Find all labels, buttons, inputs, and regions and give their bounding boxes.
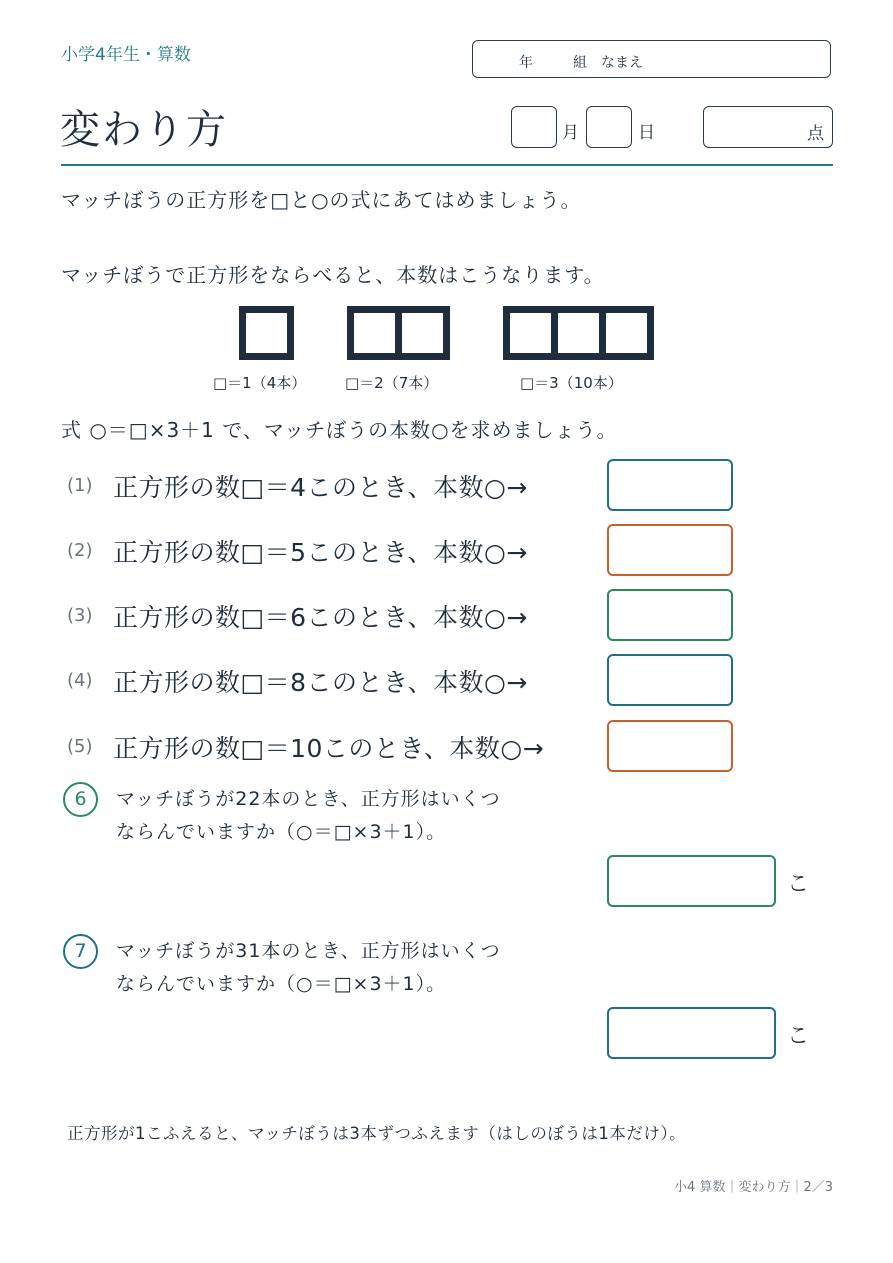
matchstick-figure-3 xyxy=(503,306,654,360)
answer-box-2[interactable] xyxy=(607,524,733,576)
unit-label: こ xyxy=(787,872,810,897)
intro-text: マッチぼうで正方形をならべると、本数はこうなります。 xyxy=(61,263,605,287)
problem-text-line: ならんでいますか（○＝□×3＋1）。 xyxy=(116,973,447,995)
unit-label: こ xyxy=(787,1024,810,1049)
matchstick-divider xyxy=(551,306,558,360)
answer-box-7[interactable] xyxy=(607,1007,776,1059)
matchstick-divider xyxy=(395,306,402,360)
question-number: (4) xyxy=(67,670,93,691)
problem-number-6: 6 xyxy=(63,782,98,817)
year-label: 年 xyxy=(519,55,533,71)
class-label: 組 xyxy=(573,55,587,71)
question-text: 正方形の数□＝5このとき、本数○→ xyxy=(113,538,528,567)
matchstick-figure-1 xyxy=(239,306,294,360)
question-number: (3) xyxy=(67,605,93,626)
problem-text-line: マッチぼうが31本のとき、正方形はいくつ xyxy=(116,940,501,962)
page-footer: 小4 算数｜変わり方｜2／3 xyxy=(674,1180,833,1195)
name-field[interactable] xyxy=(472,40,831,78)
problem-number-7: 7 xyxy=(63,934,98,969)
month-input[interactable] xyxy=(511,106,557,148)
problem-text-line: ならんでいますか（○＝□×3＋1）。 xyxy=(116,821,447,843)
answer-box-4[interactable] xyxy=(607,654,733,706)
score-field[interactable] xyxy=(703,106,833,148)
question-text: 正方形の数□＝6このとき、本数○→ xyxy=(113,603,528,632)
question-text: 正方形の数□＝8このとき、本数○→ xyxy=(113,668,528,697)
instruction-text: マッチぼうの正方形を□と○の式にあてはめましょう。 xyxy=(61,188,582,212)
question-text: 正方形の数□＝4このとき、本数○→ xyxy=(113,473,528,502)
name-label: なまえ xyxy=(601,55,643,71)
figure-caption-2: □＝2（7本） xyxy=(345,374,439,392)
page-title: 変わり方 xyxy=(60,107,228,153)
answer-box-6[interactable] xyxy=(607,855,776,907)
day-input[interactable] xyxy=(586,106,632,148)
answer-box-5[interactable] xyxy=(607,720,733,772)
answer-box-3[interactable] xyxy=(607,589,733,641)
figure-caption-1: □＝1（4本） xyxy=(213,374,307,392)
grade-subject-label: 小学4年生・算数 xyxy=(61,45,191,65)
hint-note: 正方形が1こふえると、マッチぼうは3本ずつふえます（はしのぼうは1本だけ）。 xyxy=(67,1124,687,1143)
month-label: 月 xyxy=(562,123,579,143)
matchstick-divider xyxy=(599,306,606,360)
problem-text-line: マッチぼうが22本のとき、正方形はいくつ xyxy=(116,788,501,810)
formula-text: 式 ○＝□×3＋1 で、マッチぼうの本数○を求めましょう。 xyxy=(61,418,618,442)
question-number: (2) xyxy=(67,540,93,561)
question-number: (1) xyxy=(67,475,93,496)
day-label: 日 xyxy=(638,123,655,143)
question-number: (5) xyxy=(67,736,93,757)
header-divider xyxy=(61,164,833,166)
score-label: 点 xyxy=(807,124,824,144)
answer-box-1[interactable] xyxy=(607,459,733,511)
question-text: 正方形の数□＝10このとき、本数○→ xyxy=(113,734,545,763)
figure-caption-3: □＝3（10本） xyxy=(520,374,623,392)
